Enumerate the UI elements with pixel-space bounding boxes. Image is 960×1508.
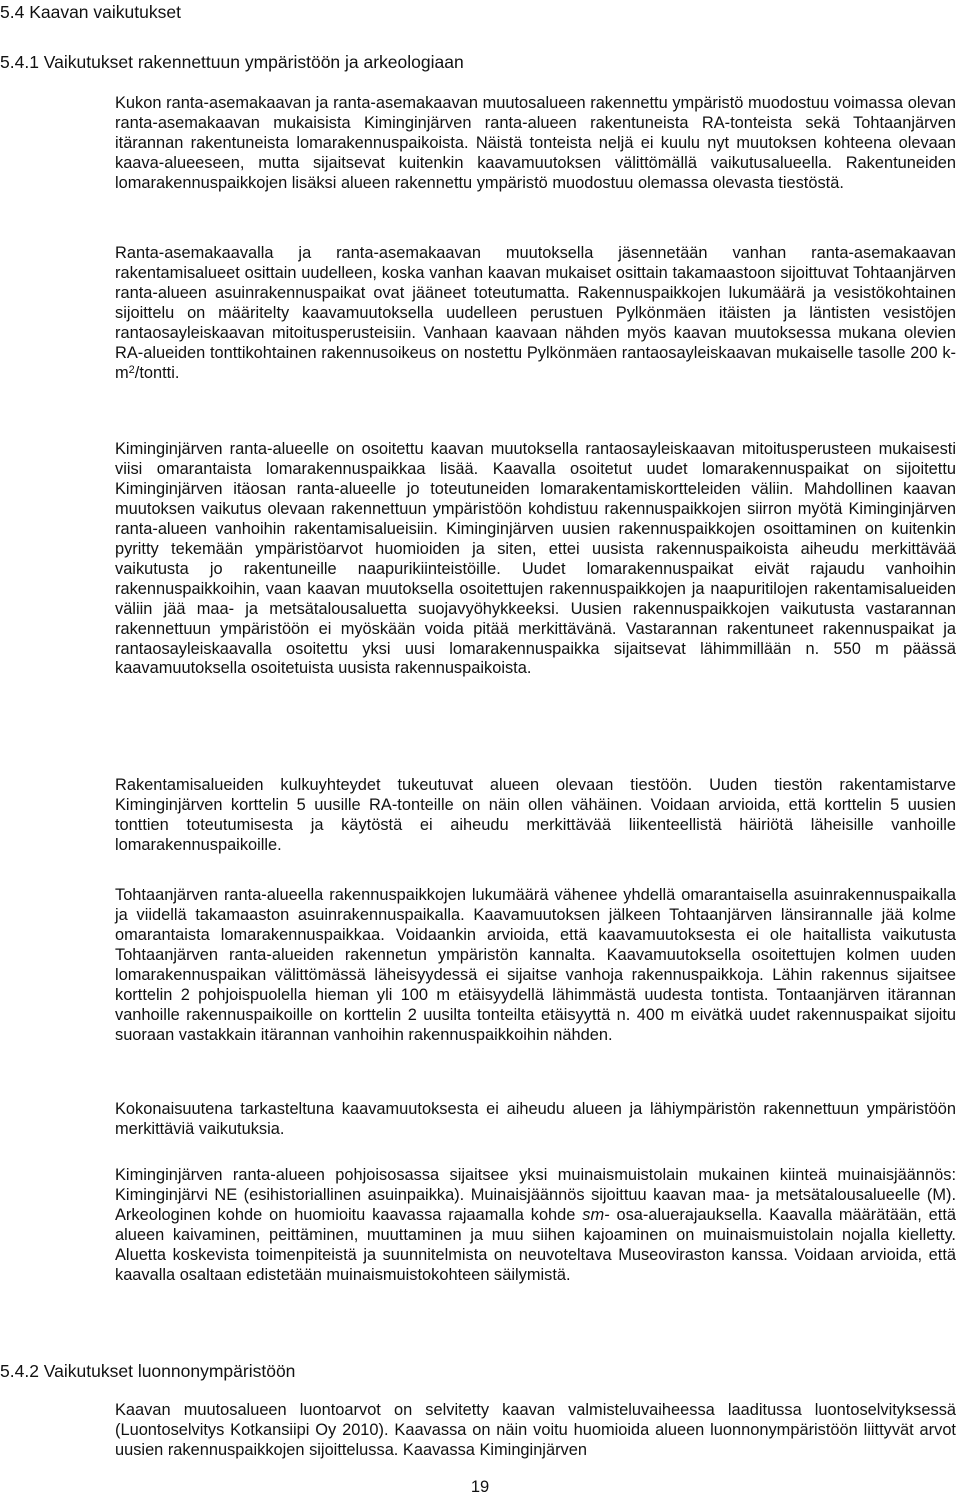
section-heading: 5.4 Kaavan vaikutukset — [0, 2, 181, 22]
paragraph-plan-restructuring — [115, 244, 956, 384]
subsection-heading-natural-environment: 5.4.2 Vaikutukset luonnonympäristöön — [0, 1361, 296, 1381]
paragraph-tohtaanjarvi: Tohtaanjärven ranta-alueella rakennuspaikkojen lukumäärä vähenee yhdellä omarantaisella asuinrakennuspaikalla ja viidellä takamaaston asuinrakennuspaikalla. Kaavamuutoksen jälkeen Tohtaanjärven länsirannalle jää kolme omarantaista lomarakennuspaikkaa. Voidaankin arvioida, että kaavamuutoksesta ei ole haitallista vaikutusta Tohtaanjärven ranta-alueiden rakennetun ympäristön kannalta. Kaavamuutoksella osoitettujen kolmen uuden lomarakennuspaikan välittömässä läheisyydessä ei sijaitse vanhoja rakennuspaikkoja. Lähin rakennus sijaitsee korttelin 2 pohjoispuolella hieman yli 100 m etäisyydellä lähimmästä uudesta tontista. Tontaanjärven itärannan vanhoille rakennuspaikoille on korttelin 2 uusilta tonteilta etäisyyttä n. 400 m eivätkä uudet rakennuspaikat sijoitu suoraan vastakkain itärannan vanhoihin rakennuspaikkoihin nähden. — [115, 886, 956, 1044]
paragraph-text-end: osa-aluerajauksella. Kaavalla määrätään, että alueen kaivaminen, peittäminen, muuttaminen ja muu siihen kajoaminen on muinaismuistolain nojalla kielletty. Aluetta koskevista toimenpiteistä ja suunnitelmista on neuvoteltava Museoviraston kanssa. Voidaan arvioida, että kaavalla osaltaan edistetään muinaismuistokohteen säilymistä. — [115, 1205, 956, 1284]
paragraph-built-environment-overview: Kukon ranta-asemakaavan ja ranta-asemakaavan muutosalueen rakennettu ympäristö muodostuu voimassa olevan ranta-asemakaavan mukaisista Kiminginjärven ranta-alueen rakentuneista RA-tonteista sekä Tohtaanjärven itärannan rakentuneista lomarakennuspaikoista. Näistä tonteista neljä ei kuulu nyt muutoksen kohteena olevaan kaava-alueeseen, mutta sijaitsevat kuitenkin kaavamuutoksen välittömällä vaikutusalueella. Rakentuneiden lomarakennuspaikkojen lisäksi alueen rakennettu ympäristö muodostuu olemassa olevasta tiestöstä. — [115, 94, 956, 192]
superscript: 2 — [128, 363, 135, 376]
page-number: 19 — [470, 1478, 490, 1496]
paragraph-kiminginjarvi-new-plots: Kiminginjärven ranta-alueelle on osoitettu kaavan muutoksella rantaosayleiskaavan mitoitusperusteen mukaisesti viisi omarantaista lomarakennuspaikkaa lisää. Kaavalla osoitetut uudet lomarakennuspaikat on sijoitettu Kiminginjärven itäosan ranta-alueelle jo toteutuneiden lomarakentamiskortteleiden väliin. Mahdollinen kaavan muutoksen vaikutus olevaan rakennettuun ympäristöön kohdistuu rakennuspaikkojen siirron myötä Kiminginjärven ranta-alueen vanhoihin rakentamisalueisiin. Kiminginjärven uusien rakennuspaikkojen osoittaminen on kuitenkin pyritty tekemään ympäristöarvot huomioiden ja siten, ettei uusista rakennuspaikoista aiheudu merkittävää vaikutusta jo rakentuneille naapurikiinteistöille. Uudet lomarakennuspaikat eivät rajaudu vanhoihin rakennuspaikkoihin, vaan kaavan muutoksella osoitettujen rakennuspaikkojen ja naapuritilojen rakentamisalueiden väliin jää maa- ja metsätalousaluetta suojavyöhykkeeksi. Uusien rakennuspaikkojen vaikutusta vastarannan rakennettuun ympäristöön ei myöskään voida pitää merkittävänä. Vastarannan rakentuneet rakennuspaikat ja rantaosayleiskaavalla osoitettu yksi uusi lomarakennuspaikka sijaitsevat lähimmillään n. 550 m päässä kaavamuutoksella osoitetuista uusista rakennuspaikoista. — [115, 440, 956, 678]
paragraph-access-roads: Rakentamisalueiden kulkuyhteydet tukeutuvat alueen olevaan tiestöön. Uuden tiestön rakentamistarve Kiminginjärven korttelin 5 uusille RA-tonteille on näin ollen vähäinen. Voidaan arvioida, että korttelin 5 uusien tonttien toteutumisesta ja käytöstä ei aiheudu merkittävää liikenteellistä häiriötä läheisille vanhoille lomarakennuspaikoille. — [115, 776, 956, 854]
paragraph-archaeology — [115, 1166, 956, 1286]
paragraph-text: Ranta-asemakaavalla ja ranta-asemakaavan muutoksella jäsennetään vanhan ranta-asemakaavan rakentamisalueet osittain uudelleen, koska vanhan kaavan mukaiset osittain takamaastoon sijoittuvat Tohtaanjärven ranta-alueen asuinrakennuspaikat ovat jääneet toteutumatta. Rakennuspaikkojen lukumäärä ja vesistökohtainen sijoittelu on määritelty kaavamuutoksella uudelleen perustuen Pylkönmäen itäisten ja läntisten vesistöjen rantaosayleiskaavan mitoitusperusteisiin. Vanhaan kaavaan nähden myös kaavan muutoksessa mukana olevien RA-alueiden tonttikohtainen rakennusoikeus on nostettu Pylkönmäen rantaosayleiskaavan mukaiselle tasolle 200 k-m — [115, 244, 956, 382]
italic-marker: sm- — [582, 1205, 610, 1224]
paragraph-overall-assessment: Kokonaisuutena tarkasteltuna kaavamuutoksesta ei aiheudu alueen ja lähiympäristön rakennettuun ympäristöön merkittäviä vaikutuksia. — [115, 1100, 956, 1138]
subsection-heading-built-environment: 5.4.1 Vaikutukset rakennettuun ympäristöön ja arkeologiaan — [0, 52, 464, 72]
paragraph-natural-environment: Kaavan muutosalueen luontoarvot on selvitetty kaavan valmisteluvaiheessa laaditussa luontoselvityksessä (Luontoselvitys Kotkansiipi Oy 2010). Kaavassa on näin voitu huomioida alueen luonnonympäristöön liittyvät arvot uusien rakennuspaikkojen sijoittelussa. Kaavassa Kiminginjärven — [115, 1401, 956, 1459]
paragraph-text-end: /tontti. — [134, 363, 180, 382]
paragraph-text: Kiminginjärven ranta-alueen pohjoisosassa sijaitsee yksi muinaismuistolain mukainen kiinteä muinaisjäännös: Kiminginjärvi NE (esihistoriallinen asuinpaikka). Muinaisjäännös sijoittuu kaavan maa- ja metsätalousalueelle (M). Arkeologinen kohde on huomioitu kaavassa rajaamalla kohde — [115, 1166, 956, 1224]
